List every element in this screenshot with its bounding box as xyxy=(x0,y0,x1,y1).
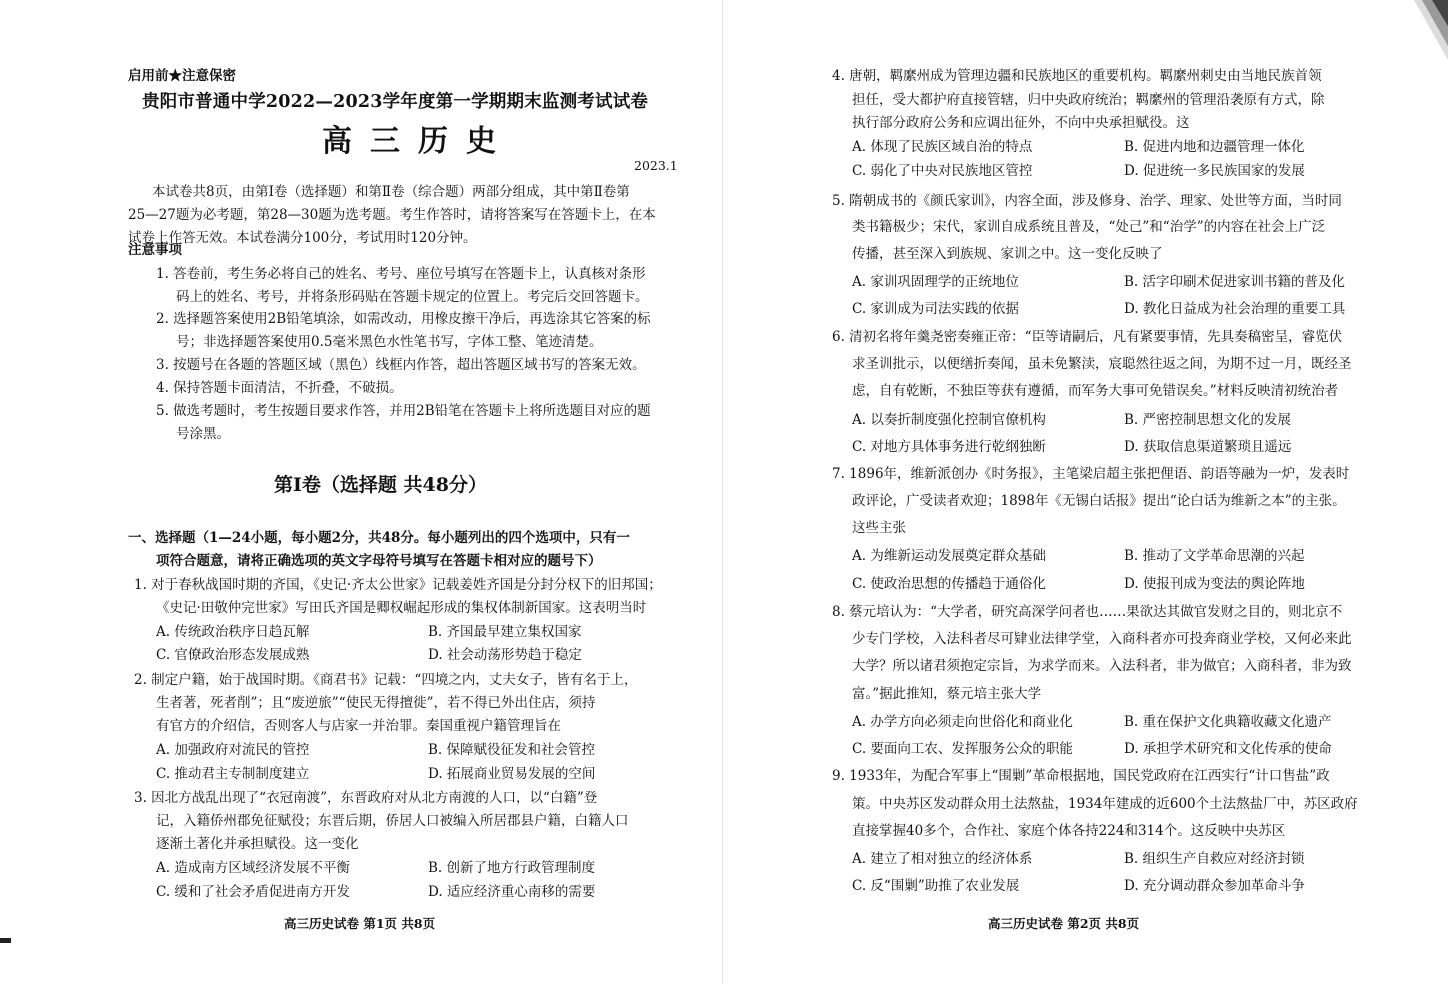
question-stem: 1. 对于春秋战国时期的齐国，《史记·齐太公世家》记载姜姓齐国是分封分权下的旧邦国； xyxy=(134,577,662,593)
option-a: A. 加强政府对流民的管控 xyxy=(156,742,310,758)
question-stem: 担任，受大都护府直接管辖，归中央政府统治；羁縻州的管理沿袭原有方式，除 xyxy=(852,92,1325,108)
option-d: D. 获取信息渠道繁琐且遥远 xyxy=(1124,439,1292,455)
option-c: C. 官僚政治形态发展成熟 xyxy=(156,647,310,663)
option-c: C. 家训成为司法实践的依据 xyxy=(852,301,1019,317)
question-stem: 大学？所以诸君须抱定宗旨，为求学而来。入法科者，非为做官；入商科者，非为致 xyxy=(852,658,1352,674)
option-a: A. 建立了相对独立的经济体系 xyxy=(852,851,1033,867)
exam-date: 2023.1 xyxy=(634,158,678,173)
question-stem: 传播，甚至深入到族规、家训之中。这一变化反映了 xyxy=(852,246,1163,262)
option-d: D. 教化日益成为社会治理的重要工具 xyxy=(1124,301,1346,317)
note-item: 5. 做选考题时，考生按题目要求作答，并用2B铅笔在答题卡上将所选题目对应的题 xyxy=(156,403,651,419)
intro-line: 试卷上作答无效。本试卷满分100分，考试用时120分钟。 xyxy=(128,230,477,246)
option-b: B. 创新了地方行政管理制度 xyxy=(428,860,596,876)
question-stem: 策。中央苏区发动群众用土法熬盐，1934年建成的近600个土法熬盐厂中，苏区政府 xyxy=(852,796,1358,812)
confidential-label: 启用前★注意保密 xyxy=(128,68,236,84)
option-c: C. 使政治思想的传播趋于通俗化 xyxy=(852,576,1046,592)
page-footer: 高三历史试卷 第1页 共8页 xyxy=(284,916,436,931)
question-stem: 这些主张 xyxy=(852,520,906,536)
question-stem: 3. 因北方战乱出现了“衣冠南渡”，东晋政府对从北方南渡的人口，以“白籍”登 xyxy=(134,790,598,806)
question-stem: 7. 1896年，维新派创办《时务报》，主笔梁启超主张把俚语、韵语等融为一炉，发表时 xyxy=(832,466,1350,482)
right-page xyxy=(724,0,1448,984)
option-b: B. 重在保护文化典籍收藏文化遗产 xyxy=(1124,714,1332,730)
note-item: 4. 保持答题卡面清洁，不折叠，不破损。 xyxy=(156,380,403,396)
option-d: D. 拓展商业贸易发展的空间 xyxy=(428,766,596,782)
page-gutter xyxy=(722,0,723,984)
option-a: A. 体现了民族区域自治的特点 xyxy=(852,139,1033,155)
option-d: D. 充分调动群众参加革命斗争 xyxy=(1124,878,1305,894)
option-a: A. 办学方向必须走向世俗化和商业化 xyxy=(852,714,1073,730)
question-stem: 6. 清初名将年羹尧密奏雍正帝：“臣等请嗣后，凡有紧要事情，先具奏稿密呈，睿览伏 xyxy=(832,329,1343,345)
note-item: 1. 答卷前，考生务必将自己的姓名、考号、座位号填写在答题卡上，认真核对条形 xyxy=(156,266,646,282)
section-title: 第Ⅰ卷（选择题 共48分） xyxy=(274,474,487,496)
option-d: D. 使报刊成为变法的舆论阵地 xyxy=(1124,576,1305,592)
option-a: A. 造成南方区域经济发展不平衡 xyxy=(156,860,350,876)
option-b: B. 促进内地和边疆管理一体化 xyxy=(1124,139,1305,155)
option-b: B. 保障赋役征发和社会管控 xyxy=(428,742,596,758)
scan-mark xyxy=(0,938,11,943)
option-a: A. 家训巩固理学的正统地位 xyxy=(852,274,1019,290)
option-c: C. 推动君主专制制度建立 xyxy=(156,766,310,782)
question-stem: 少专门学校，入法科者尽可肄业法律学堂，入商科者亦可投奔商业学校，又何必来此 xyxy=(852,631,1352,647)
intro-line: 本试卷共8页，由第Ⅰ卷（选择题）和第Ⅱ卷（综合题）两部分组成，其中第Ⅱ卷第 xyxy=(152,184,630,200)
question-stem: 2. 制定户籍，始于战国时期。《商君书》记载：“四境之内，丈夫女子，皆有名于上， xyxy=(134,672,638,688)
question-stem: 执行部分政府公务和应调出征外，不向中央承担赋役。这 xyxy=(852,115,1190,131)
question-stem: 虑，自有乾断，不独臣等获有遵循，而军务大事可免错误矣。”材料反映清初统治者 xyxy=(852,383,1339,399)
option-c: C. 弱化了中央对民族地区管控 xyxy=(852,163,1033,179)
option-a: A. 以奏折制度强化控制官僚机构 xyxy=(852,412,1046,428)
option-d: D. 适应经济重心南移的需要 xyxy=(428,884,596,900)
question-stem: 求圣训批示，以便缮折奏闻，虽未免繁渎，宸聪然往返之间，为期不过一月，既经圣 xyxy=(852,356,1352,372)
mc-instructions: 项符合题意，请将正确选项的英文字母符号填写在答题卡相对应的题号下） xyxy=(156,553,602,569)
note-item-continued: 码上的姓名、考号，并将条形码贴在答题卡规定的位置上。考完后交回答题卡。 xyxy=(176,289,649,305)
option-d: D. 社会动荡形势趋于稳定 xyxy=(428,647,582,663)
option-c: C. 要面向工农、发挥服务公众的职能 xyxy=(852,741,1073,757)
notes-heading: 注意事项 xyxy=(128,242,182,258)
note-item-continued: 号；非选择题答案使用0.5毫米黑色水性笔书写，字体工整、笔迹清楚。 xyxy=(176,334,603,350)
option-a: A. 为维新运动发展奠定群众基础 xyxy=(852,548,1046,564)
option-d: D. 承担学术研究和文化传承的使命 xyxy=(1124,741,1332,757)
question-stem: 有官方的介绍信，否则客人与店家一并治罪。秦国重视户籍管理旨在 xyxy=(156,718,561,734)
option-c: C. 缓和了社会矛盾促进南方开发 xyxy=(156,884,350,900)
note-item: 3. 按题号在各题的答题区域（黑色）线框内作答，超出答题区域书写的答案无效。 xyxy=(156,357,646,373)
exam-title: 贵阳市普通中学2022—2023学年度第一学期期末监测考试试卷 xyxy=(142,92,649,112)
question-stem: 生者著，死者削”；且“废逆旅”“使民无得擅徙”，若不得已外出住店，须持 xyxy=(156,695,596,711)
question-stem: 8. 蔡元培认为：“大学者，研究高深学问者也……果欲达其做官发财之目的，则北京不 xyxy=(832,604,1343,620)
note-item-continued: 号涂黑。 xyxy=(176,426,230,442)
question-stem: 直接掌握40多个，合作社、家庭个体各持224和314个。这反映中央苏区 xyxy=(852,823,1286,839)
intro-line: 25—27题为必考题，第28—30题为选考题。考生作答时，请将答案写在答题卡上，在本 xyxy=(128,207,656,223)
mc-instructions: 一、选择题（1—24小题，每小题2分，共48分。每小题列出的四个选项中，只有一 xyxy=(128,530,630,546)
corner-stamp-icon xyxy=(1414,0,1448,60)
question-stem: 类书籍极少；宋代，家训自成系统且普及，“处己”和“治学”的内容在社会上广泛 xyxy=(852,219,1326,235)
option-b: B. 组织生产自救应对经济封锁 xyxy=(1124,851,1305,867)
note-item: 2. 选择题答案使用2B铅笔填涂，如需改动，用橡皮擦干净后，再选涂其它答案的标 xyxy=(156,311,651,327)
option-a: A. 传统政治秩序日趋瓦解 xyxy=(156,624,310,640)
option-c: C. 反“围剿”助推了农业发展 xyxy=(852,878,1020,894)
subject-title: 高三历史 xyxy=(322,124,514,159)
option-b: B. 活字印刷术促进家训书籍的普及化 xyxy=(1124,274,1346,290)
question-stem: 记，入籍侨州郡免征赋役；东晋后期，侨居人口被编入所居郡县户籍，白籍人口 xyxy=(156,813,629,829)
question-stem: 5. 隋朝成书的《颜氏家训》，内容全面，涉及修身、治学、理家、处世等方面，当时同 xyxy=(832,193,1342,209)
option-c: C. 对地方具体事务进行乾纲独断 xyxy=(852,439,1046,455)
option-b: B. 齐国最早建立集权国家 xyxy=(428,624,582,640)
question-stem: 《史记·田敬仲完世家》写田氏齐国是卿权崛起形成的集权体制新国家。这表明当时 xyxy=(156,600,647,616)
option-b: B. 推动了文学革命思潮的兴起 xyxy=(1124,548,1305,564)
option-d: D. 促进统一多民族国家的发展 xyxy=(1124,163,1305,179)
question-stem: 富。”据此推知，蔡元培主张大学 xyxy=(852,686,1042,702)
question-stem: 4. 唐朝，羁縻州成为管理边疆和民族地区的重要机构。羁縻州刺史由当地民族首领 xyxy=(832,68,1322,84)
page-footer: 高三历史试卷 第2页 共8页 xyxy=(988,916,1140,931)
option-b: B. 严密控制思想文化的发展 xyxy=(1124,412,1292,428)
question-stem: 9. 1933年，为配合军事上“围剿”革命根据地，国民党政府在江西实行“计口售盐”政 xyxy=(832,768,1330,784)
question-stem: 逐渐土著化并承担赋役。这一变化 xyxy=(156,836,359,852)
question-stem: 政评论，广受读者欢迎；1898年《无锡白话报》提出“论白话为维新之本”的主张。 xyxy=(852,493,1346,509)
